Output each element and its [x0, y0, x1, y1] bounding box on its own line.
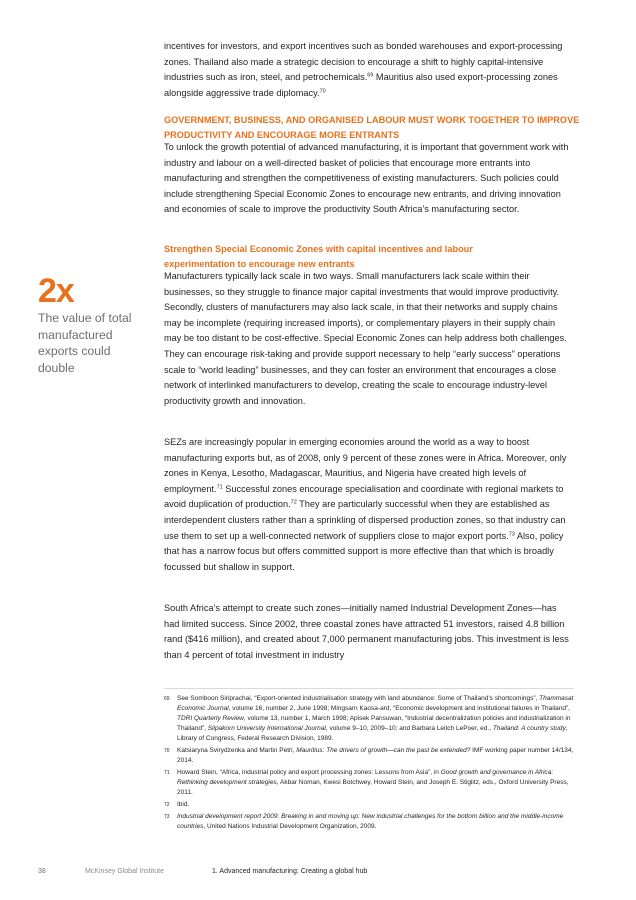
footnote-ref-72[interactable]: 72	[290, 499, 297, 506]
paragraph-text: To unlock the growth potential of advanced manufacturing, it is important that government work with industry and labour on a well-directed basket of policies that encourage more entrants into manufacturing and strengthen the competitiveness of existing manufacturers. Such policies could include strengthening Special Economic Zones to encourage new entrants, and driving innovation and economies of scale to improve the productivity South Africa’s manufacturing sector.	[164, 142, 569, 215]
footer-organization: McKinsey Global Institute	[85, 868, 164, 875]
footnote-source-title: Silpakorn University International Journal	[207, 725, 326, 733]
footnote-ref-71[interactable]: 71	[216, 484, 223, 491]
intro-text-continued: Mauritius also used export-processing zones alongside aggressive trade diplomacy.	[164, 72, 558, 98]
footnote-number: 72	[164, 802, 170, 809]
paragraph-text: Also, policy that has a narrow focus but offers committed support is more effective than that which is broadly focussed but shallow in support.	[164, 530, 564, 572]
callout-caption: The value of total manufactured exports could double	[38, 311, 132, 375]
callout-stat: 2x	[38, 272, 74, 310]
section-paragraph	[164, 140, 574, 218]
sidebar-callout	[38, 274, 148, 376]
paragraph-text: Manufacturers typically lack scale in two ways. Small manufacturers lack scale within their businesses, so they struggle to finance major capital investments that would improve productivity. Secondly, clusters of manufacturers may also lack scale, in that their networks and supply chains may be incomplete (requiring increased imports), or complementary players in their supply chain may be too distant to be cost-effective. Special Economic Zones can help address both challenges. They can encourage risk-taking and provide support necessary to help “early success” operations scale to “world leading” businesses, and they can foster an environment that encourages a close network of interlinked manufacturers to develop, creating the scale to encourage industry-level productivity growth and innovation.	[164, 271, 567, 406]
footnote-ref-70[interactable]: 70	[319, 88, 326, 95]
footnote-72	[164, 800, 574, 810]
footnote-73	[164, 812, 574, 832]
footnote-text: , Library of Congress, Federal Research Division, 1989.	[177, 725, 568, 743]
footnote-ref-69[interactable]: 69	[367, 72, 374, 79]
paragraph-text: They are particularly successful when they are established as interdependent clusters rather than a sprinkling of dispersed production zones, so that industry can use them to set up a well-connected network of suppliers close to major export ports.	[164, 499, 566, 541]
footnote-text: Katsiaryna Svirydzenka and Martin Petri,	[177, 747, 297, 755]
footnote-number: 73	[164, 814, 170, 821]
footnote-number: 69	[164, 696, 170, 702]
paragraph-text: Successful zones encourage specialisation and coordinate with regional markets to avoid duplication of production.	[164, 483, 564, 510]
south-africa-paragraph	[164, 601, 574, 663]
footnote-source-title: Industrial development report 2009: Breaking in and moving up: New industrial challenges for the bottom billion and the middle-income countries	[177, 813, 564, 831]
footnote-source-title: Thailand: A country study	[492, 725, 566, 733]
footnote-divider	[164, 688, 574, 689]
footnote-text: Ibid.	[177, 801, 190, 809]
footnote-number: 71	[164, 770, 170, 777]
footnote-source-title: TDRI Quarterly Review	[177, 715, 244, 723]
footnote-text: , volume 13, number 1, March 1998; Apisek Pansuwan, “Industrial decentralization policies and industrialization in Thailand”,	[177, 715, 571, 733]
subsection-paragraph	[164, 269, 574, 409]
footnote-ref-73[interactable]: 73	[508, 531, 515, 538]
intro-paragraph	[164, 39, 574, 101]
paragraph-text: South Africa’s attempt to create such zones—initially named Industrial Development Zones—has had limited success. Since 2002, three coastal zones have attracted 51 investors, raised 4.8 billion rand ($416 million), and created about 7,000 permanent manufacturing jobs. This investment is less than 4 percent of total investment in industry	[164, 603, 569, 660]
footnote-text: , Akbar Noman, Kwesi Botchwey, Howard Stein, and Joseph E. Stiglitz, eds., Oxford University Press, 2011.	[177, 779, 569, 797]
footnote-text: , volume 16, number 2, June 1998; Mingsarn Kaosa-ard, “Economic development and institutional failures in Thailand”,	[228, 705, 570, 713]
footnote-text: IMF working paper number 14/134, 2014.	[177, 747, 574, 765]
footnote-number: 70	[164, 748, 170, 755]
footnote-text: , United Nations Industrial Development Organization, 2009.	[203, 823, 377, 831]
footer-chapter-title: 1. Advanced manufacturing: Creating a global hub	[212, 868, 368, 875]
footnote-70	[164, 746, 574, 766]
paragraph-text: SEZs are increasingly popular in emerging economies around the world as a way to boost manufacturing exports but, as of 2008, only 9 percent of these zones were in Africa. Moreover, only zones in Kenya, Lesotho, Madagascar, Mauritius, and Nigeria have created high levels of employment.	[164, 437, 567, 494]
footnote-source-title: Good growth and governance in Africa: Rethinking development strategies	[177, 769, 554, 787]
footnote-text: See Somboon Siriprachai, “Export-oriented industrialisation strategy with land abundance: Some of Thailand’s shortcomings”,	[177, 695, 540, 702]
footnote-69	[164, 694, 574, 744]
sez-paragraph	[164, 435, 574, 575]
footnote-text: Howard Stein, “Africa, industrial policy and export processing zones: Lessons from Asia”, in	[177, 769, 441, 777]
intro-text: incentives for investors, and export incentives such as bonded warehouses and export-processing zones. Thailand also made a strategic decision to encourage a shift to highly capital-intensive industries such as iron, steel, and petrochemicals.	[164, 41, 563, 83]
footnote-text: , volume 9–10, 2009–10; and Barbara Leitch LePoer, ed.,	[325, 725, 493, 733]
footnotes	[164, 694, 574, 834]
subsection-heading: Strengthen Special Economic Zones with capital incentives and labour experimentation to encourage new entrants	[164, 244, 473, 269]
footnote-source-title: Mauritius: The drivers of growth—can the past be extended?	[296, 747, 471, 755]
section-heading: GOVERNMENT, BUSINESS, AND ORGANISED LABOUR MUST WORK TOGETHER TO IMPROVE PRODUCTIVITY AND ENCOURAGE MORE ENTRANTS	[164, 115, 580, 140]
page-number: 38	[38, 868, 46, 875]
footnote-source-title: Thammasat Economic Journal	[177, 695, 574, 713]
footnote-71	[164, 768, 574, 798]
